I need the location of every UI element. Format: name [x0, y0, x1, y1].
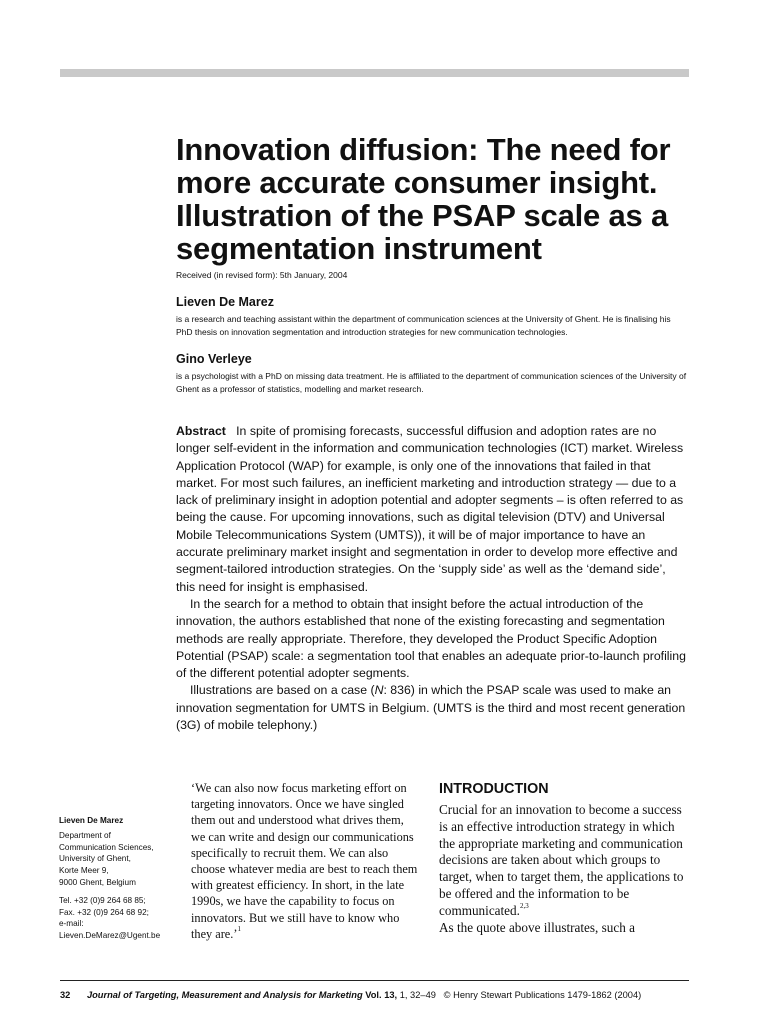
abstract-paragraph-1	[176, 423, 688, 596]
contact-address-line: Korte Meer 9,	[59, 866, 109, 876]
abstract-text-3b: : 836) in which the PSAP scale was used to make an innovation segmentation for UMTS in Belgium. (UMTS is the third and most recent generation (3G) of mobile telephony.)	[176, 683, 686, 733]
contact-fax: Fax. +32 (0)9 264 68 92;	[59, 907, 149, 917]
introduction-heading: INTRODUCTION	[439, 781, 549, 797]
contact-sidebar	[59, 815, 171, 942]
header-rule	[60, 69, 689, 77]
author-name-2: Gino Verleye	[176, 352, 252, 366]
journal-name: Journal of Targeting, Measurement and Analysis for Marketing	[86, 990, 363, 1000]
pull-quote	[191, 780, 421, 942]
contact-address-line: 9000 Ghent, Belgium	[59, 877, 136, 887]
abstract-paragraph-3	[176, 682, 688, 734]
abstract-text-1: In spite of promising forecasts, successful diffusion and adoption rates are no longer self-evident in the information and communication technologies (ICT) market. Wireless Application Protocol (WAP) for example, is only one of the innovations that failed in that market. For most such failures, an inefficient marketing and introduction strategy — due to a lack of preliminary insight in adoption potential and adopter segments – is often referred to as being the cause. For upcoming innovations, such as digital television (DTV) and Universal Mobile Telecommunications System (UMTS)), it will be of major importance to have an accurate preliminary market insight and segmentation in order to develop more effective and segment-tailored introduction strategies. On the ‘supply side’ as well as the ‘demand side’, this need for insight is emphasised.	[176, 424, 684, 594]
copyright: © Henry Stewart Publications 1479-1862 (2004)	[443, 990, 642, 1000]
volume-number: 13,	[384, 990, 398, 1000]
intro-paragraph: Crucial for an innovation to become a success is an effective introduction strategy in which the appropriate marketing and communication decisions are taken about which groups to target, when to target them, the applications to be offered and the information to be communicated.	[439, 802, 684, 918]
contact-tel: Tel. +32 (0)9 264 68 85;	[59, 895, 146, 905]
author-bio-2: is a psychologist with a PhD on missing data treatment. He is affiliated to the department of communication sciences of the University of Ghent as a professor of statistics, modelling and market research.	[176, 371, 687, 394]
quote-text: ‘We can also now focus marketing effort on targeting innovators. Once we have singled them out and understood what drives them, we can write and design our communications specifically to recruit them. We can also choose whatever media are best to reach them with greatest efficiency. In short, in the late 1990s, we have the capability to focus on innovators. But we still have to know who they are.’	[191, 781, 418, 941]
volume-label: Vol.	[365, 990, 382, 1000]
author-bio-1: is a research and teaching assistant within the department of communication sciences at the University of Ghent. He is finalising his PhD thesis on innovation segmentation and introduction strategies for new communication technologies.	[176, 314, 671, 337]
abstract-text-3a: Illustrations are based on a case (	[190, 683, 375, 698]
received-date: Received (in revised form): 5th January, 2004	[176, 270, 348, 280]
intro-reference: 2,3	[519, 901, 529, 910]
quote-reference: 1	[237, 924, 241, 933]
page-footer	[60, 990, 700, 1000]
abstract-label: Abstract	[176, 424, 226, 438]
article-title: Innovation diffusion: The need for more accurate consumer insight. Illustration of the PSAP scale as a segmentation instrument	[176, 132, 671, 266]
intro-continuation: As the quote above illustrates, such a	[439, 919, 635, 935]
footer-rule	[60, 980, 689, 981]
contact-address-line: University of Ghent,	[59, 854, 131, 864]
author-name-1: Lieven De Marez	[176, 295, 274, 309]
contact-email: Lieven.DeMarez@Ugent.be	[59, 931, 161, 941]
contact-address-line: Department of	[59, 830, 111, 840]
issue-pages: 1, 32–49	[399, 990, 436, 1000]
abstract-paragraph-2: In the search for a method to obtain that insight before the actual introduction of the innovation, the authors established that none of the existing forecasting and segmentation methods are really appropriate. Therefore, they developed the Product Specific Adoption Potential (PSAP) scale: a segmentation tool that enables an adequate prior-to-launch profiling of the different potential adopter segments.	[176, 596, 686, 681]
contact-name: Lieven De Marez	[59, 816, 124, 825]
contact-address-line: Communication Sciences,	[59, 842, 154, 852]
contact-email-label: e-mail:	[59, 919, 84, 929]
page-number: 32	[60, 990, 71, 1000]
abstract	[176, 423, 688, 734]
introduction-text	[439, 802, 689, 936]
abstract-n-symbol: N	[374, 683, 384, 698]
